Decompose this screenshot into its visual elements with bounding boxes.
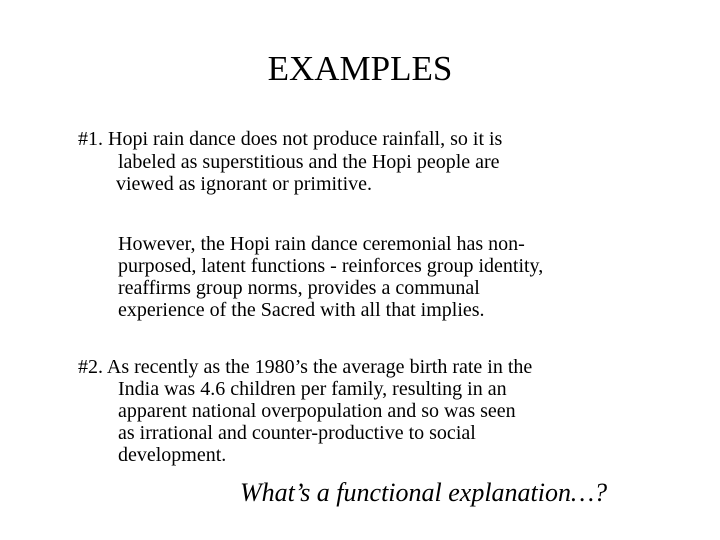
example-1-line-2: labeled as superstitious and the Hopi people are [118,151,500,173]
closing-question: What’s a functional explanation…? [240,478,608,507]
example-1-line-1: #1. Hopi rain dance does not produce rainfall, so it is [78,128,503,150]
example-2-line-2: India was 4.6 children per family, resulting in an [118,378,507,400]
slide-title: EXAMPLES [267,49,453,88]
however-line-2: purposed, latent functions - reinforces group identity, [118,255,544,277]
however-line-3: reaffirms group norms, provides a communal [118,277,480,299]
however-line-1: However, the Hopi rain dance ceremonial has non- [118,233,525,255]
example-2-line-3: apparent national overpopulation and so was seen [118,400,516,422]
however-line-4: experience of the Sacred with all that implies. [118,299,485,321]
example-2-line-5: development. [118,444,227,466]
example-2-line-4: as irrational and counter-productive to social [118,422,476,444]
example-2-line-1: #2. As recently as the 1980’s the average birth rate in the [78,356,533,378]
example-1-line-3: viewed as ignorant or primitive. [116,173,373,195]
